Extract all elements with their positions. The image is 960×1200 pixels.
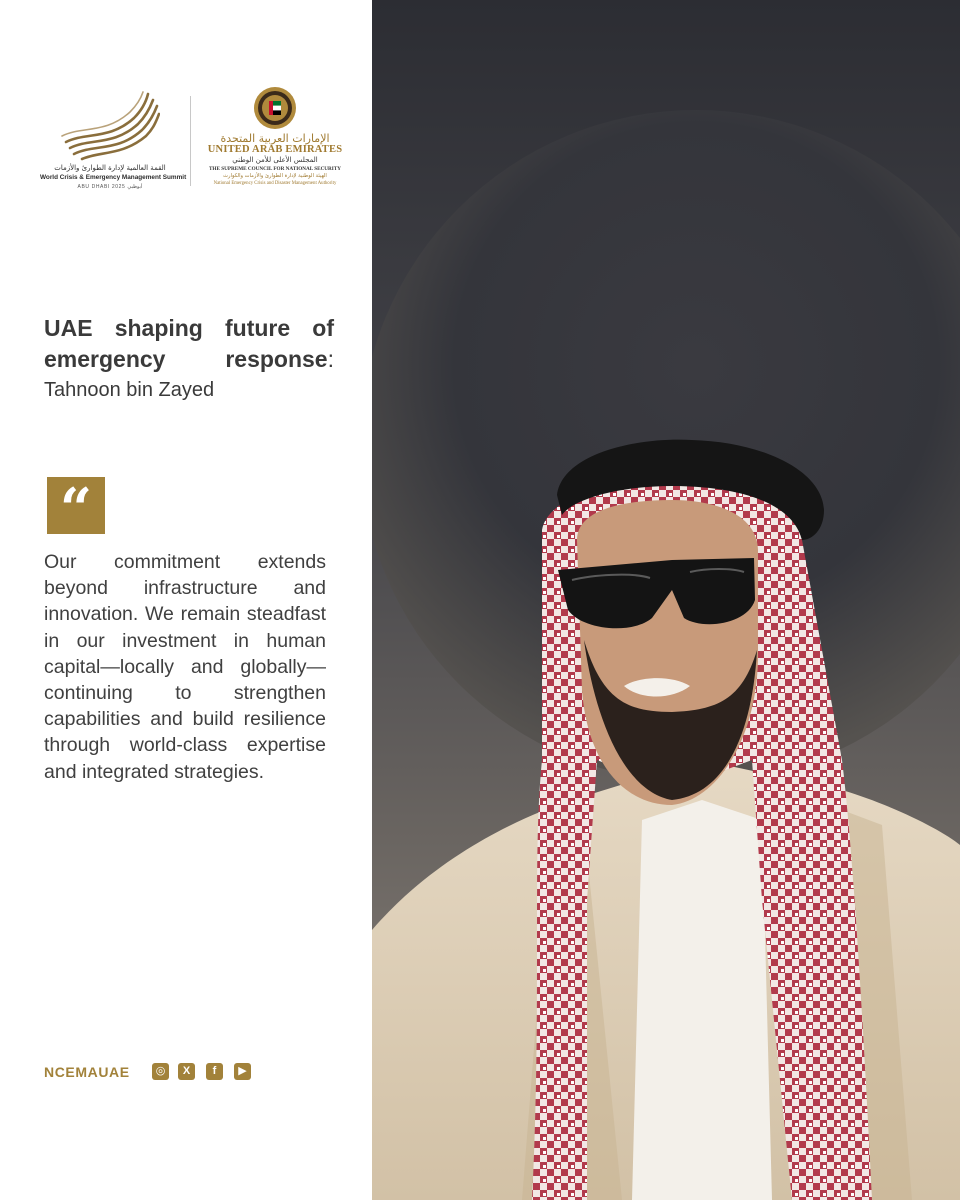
uae-emblem-icon <box>253 86 297 130</box>
quote-mark-box <box>47 476 105 542</box>
x-icon[interactable]: X <box>178 1063 195 1080</box>
uae-council-logo <box>200 86 350 196</box>
instagram-icon[interactable]: ◎ <box>152 1063 169 1080</box>
summit-name-arabic: القمة العالمية لإدارة الطوارئ والأزمات <box>54 164 166 172</box>
youtube-icon[interactable]: ▶ <box>234 1063 251 1080</box>
text-panel <box>0 0 372 1200</box>
council-name-arabic: المجلس الأعلى للأمن الوطني <box>232 156 318 164</box>
headline-colon: : <box>327 346 334 372</box>
portrait-illustration <box>372 0 960 1200</box>
headline-title <box>44 313 334 375</box>
summit-name-english: World Crisis & Emergency Management Summit <box>40 174 187 181</box>
summit-logo <box>40 86 187 196</box>
uae-country-arabic: الإمارات العربية المتحدة <box>220 132 330 145</box>
headline-subtitle: Tahnoon bin Zayed <box>44 379 215 401</box>
facebook-icon[interactable]: f <box>206 1063 223 1080</box>
social-handle[interactable]: NCEMAUAE <box>44 1064 130 1080</box>
authority-name-english: National Emergency Crisis and Disaster Management Authority <box>213 181 337 186</box>
headline-title-text: UAE shaping future of emergency response <box>44 315 334 372</box>
portrait-photo <box>372 0 960 1200</box>
uae-country-english: UNITED ARAB EMIRATES <box>207 144 343 155</box>
quote-icon: “ <box>59 476 93 542</box>
summit-city: ABU DHABI 2025 أبوظبي <box>77 184 143 190</box>
logo-divider <box>190 96 191 186</box>
logo-bar <box>40 86 350 196</box>
council-name-english: THE SUPREME COUNCIL FOR NATIONAL SECURITY <box>208 166 342 172</box>
summit-wave-icon <box>60 90 160 162</box>
quote-text: Our commitment extends beyond infrastructure and innovation. We remain steadfast in our investment in human capital—locally and globally—continuing to strengthen capabilities and build resilience through world-class expertise and integrated strategies. <box>44 551 326 783</box>
footer <box>44 1062 294 1082</box>
headline <box>44 313 334 404</box>
authority-name-arabic: الهيئة الوطنية لإدارة الطوارئ والأزمات والكوارث <box>223 173 327 179</box>
kandura <box>632 800 772 1200</box>
